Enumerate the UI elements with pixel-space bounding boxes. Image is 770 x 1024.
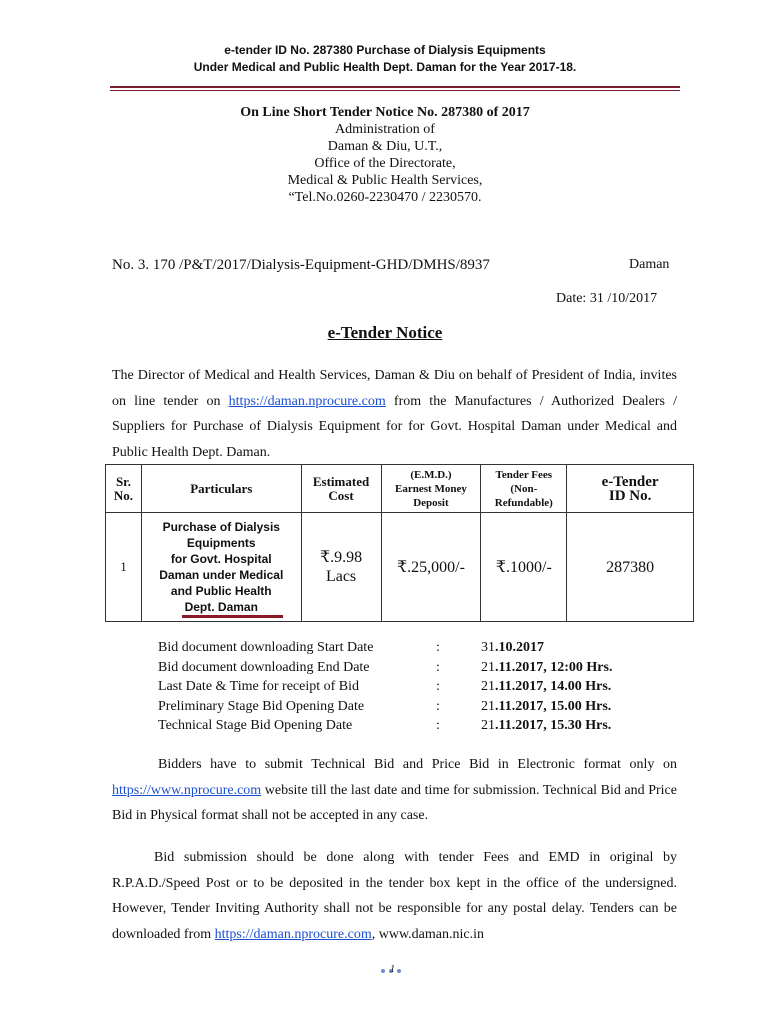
cost-unit: Lacs [325, 568, 357, 585]
schedule-row [158, 638, 678, 658]
cell-emd: ₹.25,000/- [381, 513, 481, 622]
intro-text-before: The Director of Medical and Health Services, Daman & Diu on behalf of President of India, invites on line tender on [112, 368, 677, 409]
header-etender-id [567, 465, 694, 513]
header-etender-1: e-Tender [601, 473, 659, 490]
schedule-value-day: 21 [481, 659, 495, 675]
page-header [0, 42, 770, 76]
schedule-colon: : [436, 640, 440, 655]
daman-nprocure-link[interactable]: https://daman.nprocure.com [228, 393, 386, 409]
schedule-value [481, 716, 611, 736]
notice-line-5: “Tel.No.0260-2230470 / 2230570. [288, 190, 482, 205]
schedule-value-day: 21 [481, 718, 495, 733]
submission-paragraph [112, 752, 677, 829]
cell-estimated-cost [301, 513, 381, 622]
schedule-list [158, 638, 678, 736]
schedule-value-rest: .11.2017, 15.00 Hrs. [495, 698, 612, 714]
schedule-value-rest: .10.2017 [495, 640, 544, 655]
schedule-colon: : [436, 698, 440, 714]
header-etender-2: ID No. [608, 487, 652, 504]
intro-text-after: from the Manufactures / Authorized Dealers / Suppliers for Purchase of Dialysis Equipment for for Govt. Hospital Daman under Medical and Public Health Dept. Daman. [112, 393, 677, 460]
schedule-value [481, 638, 544, 658]
schedule-value-day: 21 [481, 698, 495, 714]
particulars-line-3: for Govt. Hospital [170, 552, 272, 566]
header-estimated: Estimated [312, 473, 370, 489]
intro-paragraph [112, 363, 677, 465]
cost-value: ₹.9.98 [319, 549, 363, 566]
schedule-value [481, 658, 612, 678]
notice-title: On Line Short Tender Notice No. 287380 of 2017 [240, 105, 530, 120]
header-no: No. [113, 487, 134, 503]
cell-particulars [141, 513, 301, 622]
particulars-line-2: Equipments [186, 536, 256, 550]
notice-line-1: Administration of [335, 122, 435, 137]
header-rule-thick [110, 86, 680, 88]
notice-line-3: Office of the Directorate, [314, 156, 456, 171]
particulars-line-6: Dept. Daman [184, 600, 258, 614]
reference-place: Daman [629, 257, 670, 272]
header-fees-1: Tender Fees [495, 468, 553, 481]
document-heading: e-Tender Notice [327, 323, 443, 342]
schedule-colon: : [436, 718, 440, 733]
daman-nprocure-link-2[interactable]: https://daman.nprocure.com [214, 926, 372, 942]
nprocure-link[interactable]: https://www.nprocure.com [112, 782, 262, 798]
header-fees-3: Refundable) [494, 496, 553, 509]
page-number: 1 [390, 964, 395, 975]
schedule-label: Last Date & Time for receipt of Bid [158, 679, 360, 694]
header-line-2: Under Medical and Public Health Dept. Daman for the Year 2017-18. [193, 60, 577, 74]
notice-block [0, 104, 770, 206]
schedule-row [158, 677, 678, 697]
tender-table [105, 464, 694, 622]
header-emd [381, 465, 481, 513]
header-tender-fees [481, 465, 567, 513]
header-emd-3: Deposit [413, 496, 449, 509]
header-estimated-cost [301, 465, 381, 513]
cell-sr: 1 [106, 513, 142, 622]
header-cost: Cost [328, 487, 354, 503]
reference-date: Date: 31 /10/2017 [556, 291, 658, 306]
header-sr: Sr. [115, 473, 131, 489]
notice-line-4: Medical & Public Health Services, [287, 173, 483, 188]
cell-tender-fees: ₹.1000/- [481, 513, 567, 622]
schedule-colon: : [436, 679, 440, 694]
particulars-line-4: Daman under Medical [159, 568, 284, 582]
schedule-colon: : [436, 659, 440, 675]
schedule-row [158, 658, 678, 678]
schedule-label: Preliminary Stage Bid Opening Date [158, 698, 365, 714]
para2-text-after: website till the last date and time for submission. Technical Bid and Price Bid in Physical format shall not be accepted in any case. [112, 782, 677, 823]
schedule-label: Bid document downloading End Date [158, 659, 370, 675]
para3-text-after: , www.daman.nic.in [371, 926, 484, 942]
header-line-1: e-tender ID No. 287380 Purchase of Dialysis Equipments [224, 43, 546, 57]
table-header-row [106, 465, 694, 513]
bid-submission-paragraph [112, 845, 677, 947]
para2-text-before: Bidders have to submit Technical Bid and Price Bid in Electronic format only on [158, 757, 677, 772]
schedule-value-rest: .11.2017, 12:00 Hrs. [495, 659, 613, 675]
schedule-value-rest: .11.2017, 15.30 Hrs. [495, 718, 612, 733]
schedule-row [158, 716, 678, 736]
para3-text-before: Bid submission should be done along with tender Fees and EMD in original by R.P.A.D./Speed Post or to be deposited in the tender box kept in the office of the undersigned. However, Tender Inviting Authority shall not be responsible for any postal delay. Tenders can be downloaded from [112, 850, 677, 942]
particulars-line-1: Purchase of Dialysis [162, 520, 280, 534]
schedule-value [481, 697, 611, 717]
header-rule-thin [110, 90, 680, 91]
schedule-value [481, 677, 611, 697]
notice-line-2: Daman & Diu, U.T., [327, 139, 443, 154]
schedule-value-rest: .11.2017, 14.00 Hrs. [495, 679, 612, 694]
particulars-line-5: and Public Health [170, 584, 272, 598]
header-fees-2: (Non- [510, 482, 538, 495]
header-particulars: Particulars [141, 465, 301, 513]
table-row [106, 513, 694, 622]
schedule-value-day: 31 [481, 640, 495, 655]
header-emd-1: (E.M.D.) [410, 468, 452, 481]
particulars-underline [182, 615, 283, 618]
schedule-row [158, 697, 678, 717]
schedule-label: Bid document downloading Start Date [158, 640, 374, 655]
header-sr-no [106, 465, 142, 513]
cell-etender-id: 287380 [567, 513, 694, 622]
schedule-value-day: 21 [481, 679, 495, 694]
schedule-label: Technical Stage Bid Opening Date [158, 718, 353, 733]
header-emd-2: Earnest Money [395, 482, 467, 495]
reference-number: No. 3. 170 /P&T/2017/Dialysis-Equipment-GHD/DMHS/8937 [112, 257, 490, 273]
